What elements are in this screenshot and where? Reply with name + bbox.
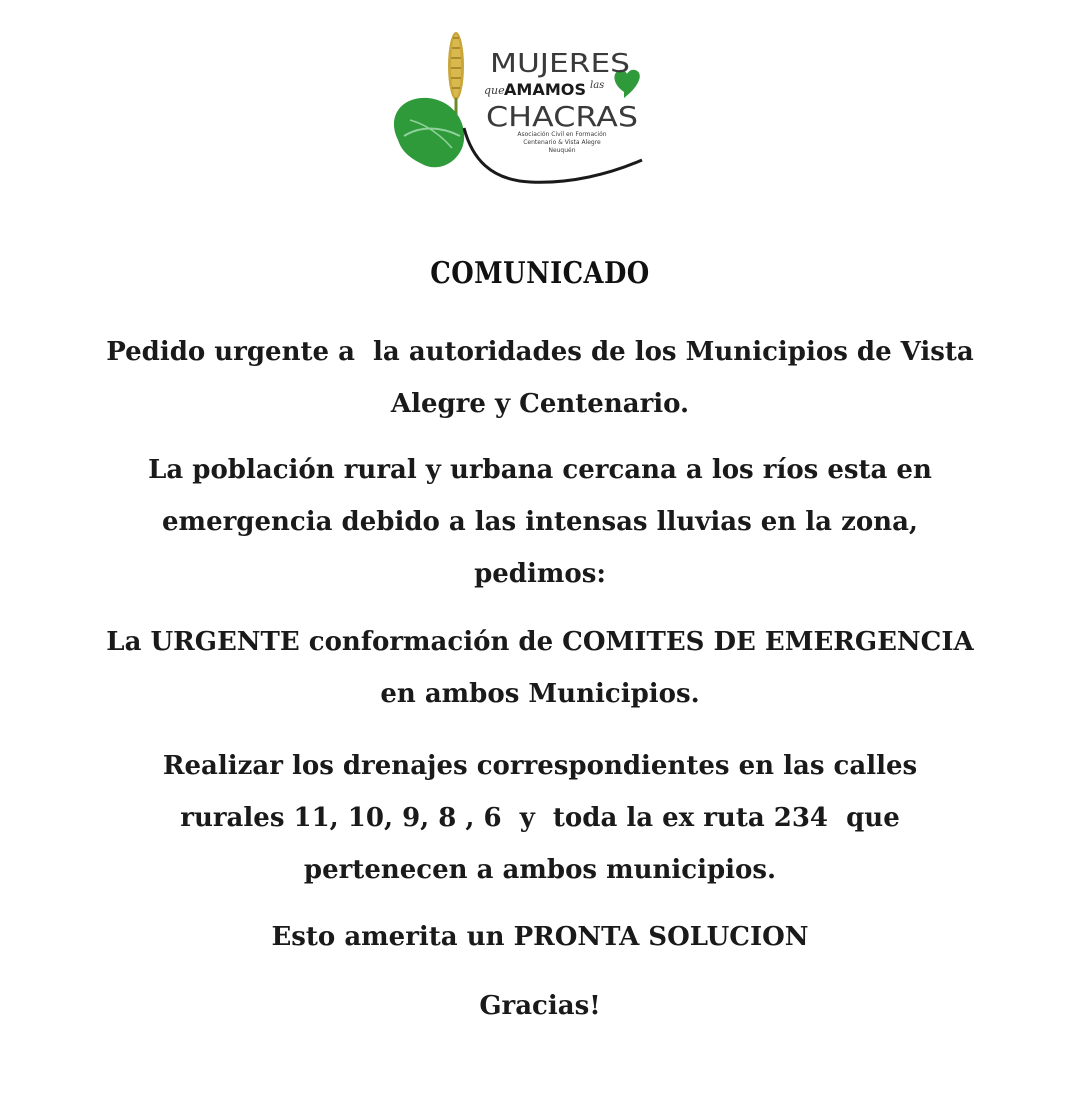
logo-line-que: que xyxy=(484,84,505,97)
text-line: Esto amerita un PRONTA SOLUCION xyxy=(271,922,809,952)
text-line: pertenecen a ambos municipios. xyxy=(303,855,777,885)
logo-line-mujeres: MUJERES xyxy=(490,49,630,79)
text-line: emergencia debido a las intensas lluvias en la zona, xyxy=(162,507,918,537)
logo-line-chacras: CHACRAS xyxy=(486,100,638,133)
text-line: pedimos: xyxy=(474,559,606,589)
logo-sub-3: Neuquén xyxy=(548,147,576,154)
logo-sub-2: Centenario & Vista Alegre xyxy=(523,139,601,146)
page-title: COMUNICADO xyxy=(430,256,650,291)
logo-line-las: las xyxy=(590,80,605,91)
text-line: en ambos Municipios. xyxy=(380,679,700,709)
text-line: Pedido urgente a la autoridades de los Municipios de Vista xyxy=(106,337,974,367)
text-line: Realizar los drenajes correspondientes en las calles xyxy=(162,751,918,781)
mujeres-chacras-logo xyxy=(380,28,650,190)
paragraph-request xyxy=(60,326,1020,430)
logo-sub-1: Asociación Civil en Formación xyxy=(517,131,607,138)
text-line: La población rural y urbana cercana a los ríos esta en xyxy=(148,455,932,485)
leaf-icon xyxy=(394,98,464,167)
text-line: Gracias! xyxy=(479,991,601,1021)
paragraph-emergency xyxy=(60,444,1020,600)
text-line: La URGENTE conformación de COMITES DE EMERGENCIA xyxy=(106,627,974,657)
paragraph-solution xyxy=(60,911,1020,963)
paragraph-thanks xyxy=(60,980,1020,1032)
text-line: Alegre y Centenario. xyxy=(390,389,690,419)
logo-line-amamos: AMAMOS xyxy=(504,80,586,99)
paragraph-drainage xyxy=(60,740,1020,896)
paragraph-committees xyxy=(60,616,1020,720)
text-line: rurales 11, 10, 9, 8 , 6 y toda la ex ruta 234 que xyxy=(180,803,900,833)
